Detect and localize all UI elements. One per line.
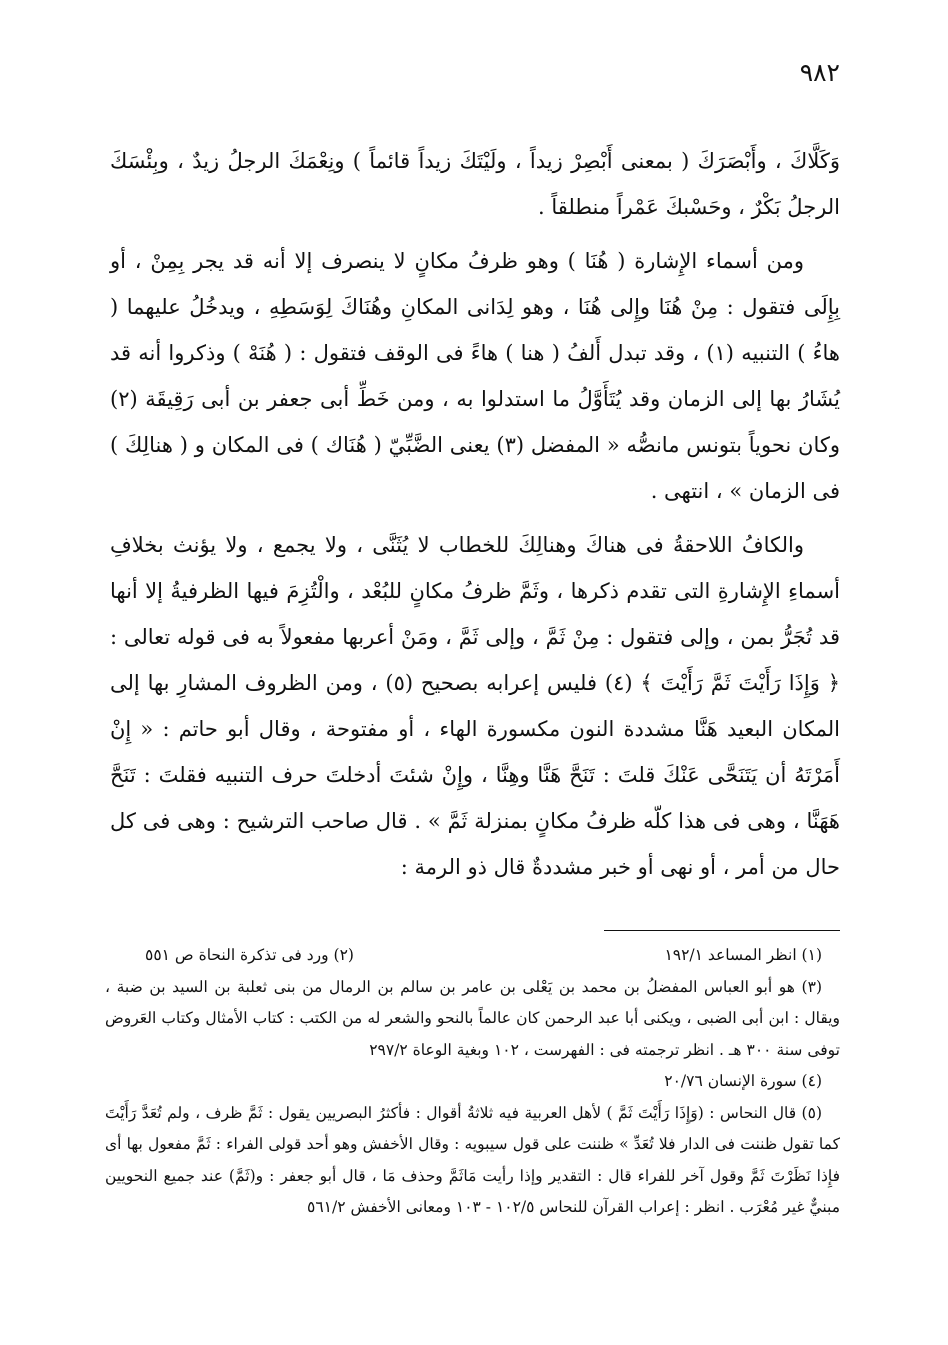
footnote-3: (٣) هو أبو العباس المفضلُ بن محمد بن يَعْلى بن عامر بن سالم بن الرمال من بنى ثعلبة بن السيد بن ضبة ، ويقال : ابن أبى الضبى ، ويكنى أبا عبد الرحمن كان عالماً بالنحو والشعر له من الكتب : كتاب الأمثال وكتاب العَروض توفى سنة ٣٠٠ هـ . انظر ترجمته فى : الفهرست ، ١٠٢ وبغية الوعاة ٢٩٧/٢ <box>105 977 840 1059</box>
main-text <box>110 138 840 898</box>
footnote-2: (٢) ورد فى تذكرة النحاة ص ٥٥١ <box>145 946 354 964</box>
page-number: ٩٨٢ <box>799 58 840 87</box>
footnotes <box>105 940 840 1224</box>
footnote-separator <box>604 930 840 931</box>
paragraph-2: ومن أسماء الإِشارة ( هُنَا ) وهو ظرفُ مكانٍ لا ينصرف إلا أنه قد يجر بِمِنْ ، أو بِإِلَى فتقول : مِنْ هُنَا وإِلى هُنَا ، وهو لِدَانى المكانِ وهُنَاكَ لِوَسَطِهِ ، ويدخُلُ عليهما ( هاءُ ) التنبيه (١) ، وقد تبدل أَلفُ ( هنا ) هاءً فى الوقف فتقول : ( هُنَهْ ) وذكروا أنه قد يُشَارُ بها إلى الزمان وقد يُتَأَوَّلُ ما استدلوا به ، ومن خَطِّ أبى جعفر بن أبى رَقِيقَة (٢) وكان نحوياً بتونس مانصُّه « المفضل (٣) يعنى الضَّبِّيّ ( هُنَاك ) فى المكان و ( هنالِكَ ) فى الزمان » ، انتهى . <box>110 249 841 503</box>
paragraph-1: وَكَلَّاكَ ، وأَبْصَرَكَ ( بمعنى أَبْصِرْ زيداً ، ولَيْتَكَ زيداً قائماً ) ونِعْمَكَ الرجلُ زيدٌ ، وبِئْسَكَ الرجلُ بَكْرٌ ، وحَسْبكَ عَمْراً منطلقاً . <box>110 149 840 219</box>
footnote-1: (١) انظر المساعد ١٩٢/١ <box>664 946 822 964</box>
footnote-row <box>105 940 840 972</box>
paragraph-3: والكافُ اللاحقةُ فى هناكَ وهنالِكَ للخطاب لا يُثَنَّى ، ولا يجمع ، ولا يؤنث بخلافِ أسماءِ الإِشارةِ التى تقدم ذكرها ، وثَمَّ ظرفُ مكانٍ للبُعْد ، والْتُزِمَ فيها الظرفيةُ إلا أنها قد تُجَرُّ بمن ، وإلى فتقول : مِنْ ثَمَّ ، وإلى ثَمَّ ، ومَنْ أعربها مفعولاً به فى قوله تعالى : ﴿ وَإِذَا رَأَيْتَ ثَمَّ رَأَيْتَ ﴾ (٤) فليس إعرابه بصحيح (٥) ، ومن الظروف المشارِ بها إلى المكان البعيد هَنَّا مشددة النون مكسورة الهاء ، أو مفتوحة ، وقال أبو حاتم : « إِنْ أَمَرْتَهُ أن يَتَنَحَّى عَنْكَ قلتَ : تَنَحَّ هَنَّا وهِنَّا ، وإِنْ شئتَ أدخلتَ حرف التنبيه فقلتَ : تَنَحَّ هَهَنَّا ، وهى فى هذا كلّه ظرفُ مكانٍ بمنزلة ثَمَّ » . قال صاحب الترشيح : وهى فى كل حال من أمر ، أو نهى أو خبر مشددةٌ قال ذو الرمة : <box>110 533 840 879</box>
footnote-5: (٥) قال النحاس : (وَإِذَا رَأَيْتَ ثَمَّ ) لأهل العربية فيه ثلاثةُ أقوال : فأكثرُ البصريين يقول : ثَمَّ ظرف ، ولم تُعَدَّ رَأَيْتَ كما تقول ظننت فى الدار فلا تُعَدِّ » ظننت على قول سيبويه : وقال الأخفش وهو أحد قولى الفراء : ثَمَّ مفعول بها أى فإِذا نَظَرْتَ ثَمَّ وقول آخر للفراء قال : التقدير وإذا رأيت مَاثَمَّ وحذف مَا ، قال أبو جعفر : و(ثَمَّ) عند جميع النحويين مبنيٌّ غير مُعْرَب . انظر : إعراب القرآن للنحاس ١٠٢/٥ - ١٠٣ ومعانى الأخفش ٥٦١/٢ <box>105 1103 840 1216</box>
footnote-4: (٤) سورة الإنسان ٢٠/٧٦ <box>664 1072 822 1090</box>
